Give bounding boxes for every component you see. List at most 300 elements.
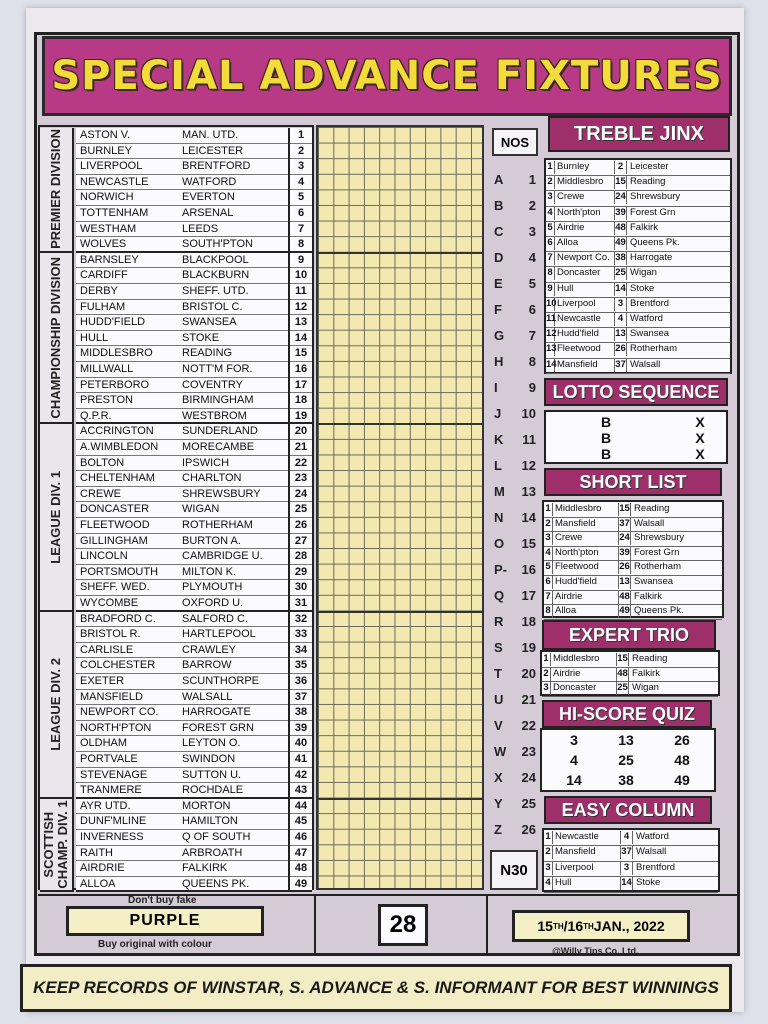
- fixture-number: 31: [288, 596, 312, 612]
- nos-letter: X: [494, 770, 503, 785]
- fixture-row: [76, 206, 312, 222]
- date-sup1: TH: [552, 921, 564, 931]
- division-label-text: PREMIER DIVISION: [48, 129, 63, 250]
- division-label-text: SCOTTISH CHAMP. DIV. 1: [41, 800, 70, 889]
- home-team: FLEETWOOD: [80, 519, 150, 531]
- home-team: PORTVALE: [80, 753, 138, 765]
- nos-letter: M: [494, 484, 505, 499]
- fixture-row: [76, 580, 312, 596]
- fixture-row: [76, 877, 312, 893]
- away-team: WESTBROM: [182, 409, 247, 422]
- fixture-number: 2: [288, 144, 312, 160]
- home-team: A.WIMBLEDON: [80, 441, 159, 453]
- fixture-row: [76, 814, 312, 830]
- division-label-text: CHAMPIONSHIP DIVISION: [48, 256, 63, 419]
- home-team: AIRDRIE: [80, 862, 125, 875]
- away-team: BRISTOL C.: [182, 300, 243, 313]
- team-a: Airdrie: [553, 667, 581, 679]
- home-team: NORWICH: [80, 191, 134, 204]
- list-row: [546, 176, 730, 191]
- date-day1: 15: [537, 918, 553, 934]
- home-team: SHEFF. WED.: [80, 581, 150, 594]
- away-team: OXFORD U.: [182, 597, 244, 609]
- away-team: NOTT'M FOR.: [182, 363, 253, 375]
- team-b: Stoke: [636, 877, 661, 889]
- nos-letter: Z: [494, 822, 502, 837]
- team-b: Brentford: [630, 297, 670, 309]
- nos-row: [486, 662, 540, 688]
- team-a: Burnley: [557, 161, 590, 172]
- list-row: [544, 503, 722, 518]
- nos-number: 3: [528, 224, 536, 239]
- nos-row: [486, 324, 540, 350]
- home-team: PRESTON: [80, 394, 133, 407]
- fixture-number: 1: [288, 128, 312, 144]
- row-index: 6: [546, 237, 555, 250]
- nos-row: [486, 740, 540, 766]
- away-team: LEYTON O.: [182, 737, 241, 750]
- fixture-number: 39: [288, 721, 312, 737]
- home-team: STEVENAGE: [80, 768, 148, 781]
- away-team: WATFORD: [182, 175, 237, 188]
- away-team: WIGAN: [182, 503, 220, 516]
- team-a: Mansfield: [555, 517, 596, 529]
- away-team: CRAWLEY: [182, 643, 236, 656]
- team-b: Reading: [630, 176, 666, 188]
- row-index: 9: [546, 283, 555, 296]
- fixture-number: 46: [288, 830, 312, 846]
- row-index: 5: [544, 561, 553, 574]
- fixture-row: [76, 534, 312, 550]
- nos-number: 2: [528, 198, 536, 213]
- fixture-number: 36: [288, 674, 312, 690]
- home-team: ACCRINGTON: [80, 425, 154, 438]
- home-team: HUDD'FIELD: [80, 316, 146, 329]
- fixture-number: 24: [288, 487, 312, 503]
- nos-row: [486, 766, 540, 792]
- nos-letter: I: [494, 380, 498, 395]
- fixture-number: 22: [288, 456, 312, 472]
- home-team: ALLOA: [80, 877, 116, 890]
- row-index: 2: [544, 846, 553, 859]
- fixture-row: [76, 471, 312, 487]
- row-index: 4: [544, 877, 553, 890]
- nos-row: [486, 298, 540, 324]
- nos-row: [486, 818, 540, 844]
- team-b-number: 25: [615, 267, 626, 279]
- row-index: 1: [544, 503, 553, 516]
- lotto-sequence-title: LOTTO SEQUENCE: [544, 378, 728, 406]
- fixture-row: [76, 768, 312, 784]
- quiz-number: 3: [570, 732, 578, 748]
- home-team: WESTHAM: [80, 222, 137, 235]
- team-a: Newcastle: [555, 831, 599, 842]
- lotto-b: B: [600, 430, 612, 446]
- division-label-text: LEAGUE DIV. 2: [48, 657, 63, 751]
- title-banner: [42, 36, 732, 116]
- fixture-row: [76, 518, 312, 534]
- fixture-number: 27: [288, 534, 312, 550]
- fake-notice: Don't buy fake: [128, 895, 197, 906]
- nos-row: [486, 688, 540, 714]
- fixture-row: [76, 346, 312, 362]
- fixture-row: [76, 268, 312, 284]
- nos-row: [486, 454, 540, 480]
- fixture-row: [76, 128, 312, 144]
- team-a: Crewe: [557, 191, 585, 203]
- team-b-number: 13: [619, 576, 630, 587]
- quiz-number: 48: [674, 752, 690, 768]
- away-team: BIRMINGHAM: [182, 394, 254, 407]
- short-list-title: SHORT LIST: [544, 468, 722, 496]
- fixture-row: [76, 643, 312, 659]
- date-sup2: TH: [583, 921, 594, 931]
- home-team: CHELTENHAM: [80, 472, 155, 485]
- team-a: Mansfield: [557, 358, 598, 370]
- fixture-number: 37: [288, 690, 312, 706]
- nos-letter: S: [494, 640, 503, 655]
- away-team: IPSWICH: [182, 456, 230, 469]
- fixture-number: 16: [288, 362, 312, 378]
- fixture-row: [76, 222, 312, 238]
- team-b: Swansea: [630, 328, 670, 340]
- row-index: 2: [546, 176, 555, 189]
- away-team: ARBROATH: [182, 846, 243, 859]
- nos-letter: F: [494, 302, 502, 317]
- issue-date: [512, 910, 690, 942]
- fixture-row: [76, 549, 312, 565]
- team-a: North'pton: [557, 206, 601, 218]
- team-a: Hull: [557, 282, 574, 294]
- team-b-number: 4: [614, 313, 627, 326]
- team-b-number: 3: [614, 298, 627, 311]
- team-b: Walsall: [634, 517, 665, 529]
- team-b-number: 24: [619, 532, 630, 544]
- row-index: 3: [544, 862, 553, 875]
- nos-number: 1: [528, 172, 536, 187]
- team-a: Fleetwood: [557, 343, 601, 355]
- home-team: BRADFORD C.: [80, 612, 156, 625]
- row-index: 1: [544, 831, 553, 844]
- fixture-number: 6: [288, 206, 312, 222]
- nos-letter: R: [494, 614, 504, 629]
- fixture-number: 17: [288, 378, 312, 394]
- fixture-row: [76, 752, 312, 768]
- team-a: Liverpool: [557, 297, 596, 309]
- nos-row: [486, 584, 540, 610]
- away-team: ROCHDALE: [182, 784, 244, 797]
- footer-banner: [20, 964, 732, 1012]
- fixture-number: 8: [288, 237, 312, 253]
- lotto-x: X: [695, 446, 705, 462]
- home-team: PORTSMOUTH: [80, 565, 159, 578]
- division-label-text: LEAGUE DIV. 1: [48, 470, 63, 564]
- away-team: FOREST GRN: [182, 721, 254, 734]
- row-index: 3: [542, 682, 551, 695]
- fixture-number: 7: [288, 222, 312, 238]
- division-label: [40, 424, 74, 611]
- nos-number: 19: [521, 640, 536, 655]
- home-team: RAITH: [80, 846, 113, 859]
- nos-header: NOS: [492, 128, 538, 156]
- row-index: 6: [544, 576, 553, 589]
- nos-letter: L: [494, 458, 502, 473]
- row-index: 3: [544, 532, 553, 545]
- away-team: COVENTRY: [182, 378, 243, 391]
- nos-row: [486, 506, 540, 532]
- row-index: 1: [546, 161, 555, 174]
- fixture-row: [76, 627, 312, 643]
- row-index: 11: [546, 313, 557, 324]
- grid-division-line: [316, 423, 484, 425]
- expert-trio-list: [540, 650, 720, 696]
- fixture-number: 23: [288, 471, 312, 487]
- team-a: North'pton: [555, 546, 599, 558]
- date-rest: JAN., 2022: [593, 918, 665, 934]
- team-b-number: 39: [619, 546, 630, 558]
- list-row: [542, 682, 718, 697]
- row-index: 5: [546, 222, 555, 235]
- home-team: CREWE: [80, 487, 121, 500]
- fixture-number: 32: [288, 612, 312, 628]
- fixture-row: [76, 393, 312, 409]
- fixture-row: [76, 456, 312, 472]
- page-title: SPECIAL ADVANCE FIXTURES: [51, 53, 723, 99]
- fixture-number: 29: [288, 565, 312, 581]
- list-row: [544, 846, 718, 861]
- fixture-number: 35: [288, 658, 312, 674]
- team-b-number: 13: [615, 328, 626, 340]
- list-row: [546, 328, 730, 343]
- list-row: [546, 191, 730, 206]
- fixture-number: 25: [288, 502, 312, 518]
- team-a: Hudd'field: [555, 576, 597, 587]
- team-b-number: 26: [619, 561, 630, 573]
- fixture-row: [76, 705, 312, 721]
- nos-letter: E: [494, 276, 503, 291]
- list-row: [542, 668, 718, 683]
- hi-score-quiz-grid: [540, 728, 716, 792]
- nos-letter: D: [494, 250, 504, 265]
- team-a: Mansfield: [555, 846, 596, 858]
- nos-row: [486, 532, 540, 558]
- team-b-number: 48: [617, 667, 628, 679]
- away-team: BRENTFORD: [182, 160, 251, 173]
- fixture-number: 33: [288, 627, 312, 643]
- list-row: [546, 252, 730, 267]
- short-list: [542, 500, 724, 618]
- home-team: NORTH'PTON: [80, 721, 152, 734]
- list-row: [544, 547, 722, 562]
- nos-letter: U: [494, 692, 504, 707]
- home-team: DONCASTER: [80, 503, 150, 516]
- fixture-row: [76, 331, 312, 347]
- row-index: 4: [546, 207, 555, 220]
- team-b: Falkirk: [632, 667, 660, 679]
- fixture-row: [76, 861, 312, 877]
- team-b-number: 39: [615, 206, 626, 218]
- lotto-x: X: [695, 414, 705, 430]
- home-team: CARDIFF: [80, 269, 128, 282]
- row-index: 14: [546, 358, 557, 370]
- fixture-row: [76, 440, 312, 456]
- quiz-number: 25: [618, 752, 634, 768]
- home-team: DUNF'MLINE: [80, 815, 147, 828]
- nos-number: 7: [528, 328, 536, 343]
- list-row: [544, 576, 722, 591]
- list-row: [546, 207, 730, 222]
- easy-column-list: [542, 828, 720, 892]
- treble-jinx-title: TREBLE JINX: [548, 116, 730, 152]
- nos-row: [486, 168, 540, 194]
- nos-letter: G: [494, 328, 505, 343]
- list-row: [544, 591, 722, 606]
- issue-number: 28: [378, 904, 428, 946]
- fixture-number: 9: [288, 253, 312, 269]
- fixture-number: 38: [288, 705, 312, 721]
- prediction-grid[interactable]: [316, 125, 484, 890]
- fixture-number: 19: [288, 409, 312, 425]
- team-b-number: 4: [620, 831, 633, 844]
- away-team: PLYMOUTH: [182, 581, 243, 594]
- nos-number: 22: [521, 718, 536, 733]
- nos-row: [486, 610, 540, 636]
- nos-footer: N30: [490, 850, 538, 890]
- away-team: BLACKBURN: [182, 269, 250, 282]
- home-team: MILLWALL: [80, 363, 134, 375]
- nos-letter: W: [494, 744, 507, 759]
- away-team: MORECAMBE: [182, 441, 255, 453]
- colour-box: PURPLE: [66, 906, 264, 936]
- away-team: SUTTON U.: [182, 768, 242, 781]
- team-b-number: 48: [615, 221, 626, 233]
- team-b: Leicester: [630, 161, 669, 172]
- row-index: 2: [544, 518, 553, 531]
- home-team: BRISTOL R.: [80, 628, 141, 641]
- team-a: Middlesbro: [557, 176, 604, 188]
- away-team: CHARLTON: [182, 472, 242, 485]
- row-index: 10: [546, 297, 557, 309]
- away-team: SUNDERLAND: [182, 425, 258, 438]
- fixture-row: [76, 612, 312, 628]
- fixture-number: 5: [288, 190, 312, 206]
- team-b: Reading: [632, 653, 668, 664]
- team-b-number: 26: [615, 343, 626, 355]
- home-team: BARNSLEY: [80, 253, 139, 266]
- team-b-number: 49: [619, 605, 630, 617]
- team-b: Harrogate: [630, 252, 673, 264]
- nos-number: 11: [522, 432, 536, 447]
- team-b-number: 2: [614, 161, 627, 174]
- row-index: 4: [544, 547, 553, 560]
- team-b: Reading: [634, 503, 670, 514]
- home-team: LIVERPOOL: [80, 160, 143, 173]
- away-team: ARSENAL: [182, 207, 234, 219]
- fixture-number: 49: [288, 877, 312, 893]
- team-b-number: 37: [615, 358, 626, 370]
- list-row: [546, 359, 730, 374]
- home-team: WOLVES: [80, 238, 127, 251]
- nos-row: [486, 194, 540, 220]
- fixture-number: 11: [288, 284, 312, 300]
- fixture-row: [76, 378, 312, 394]
- home-team: PETERBORO: [80, 378, 150, 391]
- nos-letter: H: [494, 354, 504, 369]
- fixture-number: 26: [288, 518, 312, 534]
- away-team: HARTLEPOOL: [182, 628, 256, 641]
- list-row: [546, 283, 730, 298]
- away-team: ROTHERHAM: [182, 519, 253, 531]
- nos-row: [486, 350, 540, 376]
- team-b: Walsall: [630, 358, 661, 370]
- fixture-number: 18: [288, 393, 312, 409]
- team-b: Swansea: [634, 576, 674, 587]
- home-team: MIDDLESBRO: [80, 347, 153, 360]
- team-b-number: 15: [617, 653, 628, 664]
- team-a: Fleetwood: [555, 561, 599, 573]
- fixture-row: [76, 736, 312, 752]
- fixture-number: 28: [288, 549, 312, 565]
- nos-row: [486, 792, 540, 818]
- quiz-number: 14: [566, 772, 582, 788]
- row-index: 7: [544, 591, 553, 604]
- lotto-x: X: [695, 430, 705, 446]
- away-team: STOKE: [182, 331, 220, 344]
- nos-number: 21: [521, 692, 536, 707]
- nos-letter: P-: [494, 562, 507, 577]
- away-team: WALSALL: [182, 690, 233, 703]
- home-team: NEWPORT CO.: [80, 706, 159, 719]
- list-row: [546, 237, 730, 252]
- team-a: Newport Co.: [557, 252, 610, 264]
- fixture-number: 41: [288, 752, 312, 768]
- fixture-row: [76, 565, 312, 581]
- list-row: [544, 561, 722, 576]
- home-team: WYCOMBE: [80, 597, 139, 609]
- quiz-number: 38: [618, 772, 634, 788]
- away-team: HAMILTON: [182, 815, 238, 828]
- away-team: MAN. UTD.: [182, 129, 239, 141]
- away-team: HARROGATE: [182, 706, 251, 719]
- nos-letter: A: [494, 172, 504, 187]
- fixture-number: 15: [288, 346, 312, 362]
- team-b: Rotherham: [630, 343, 677, 355]
- quiz-number: 26: [674, 732, 690, 748]
- quiz-number: 49: [674, 772, 690, 788]
- team-b: Falkirk: [634, 590, 662, 602]
- grid-division-line: [316, 611, 484, 613]
- nos-number: 5: [528, 276, 536, 291]
- team-a: Airdrie: [557, 221, 585, 233]
- list-row: [542, 653, 718, 668]
- division-label: [40, 799, 74, 893]
- team-a: Middlesbro: [553, 653, 600, 664]
- nos-letter: N: [494, 510, 504, 525]
- nos-number: 8: [528, 354, 536, 369]
- hi-score-quiz-title: HI-SCORE QUIZ: [542, 700, 712, 728]
- fixture-row: [76, 721, 312, 737]
- row-index: 13: [546, 343, 557, 355]
- fixture-number: 12: [288, 300, 312, 316]
- nos-letter: V: [494, 718, 503, 733]
- row-index: 12: [546, 328, 557, 340]
- lotto-sequence-grid: [544, 410, 728, 464]
- quiz-number: 4: [570, 752, 578, 768]
- fixture-row: [76, 362, 312, 378]
- nos-number: 17: [521, 588, 536, 603]
- nos-number: 23: [521, 744, 536, 759]
- row-index: 7: [546, 252, 555, 265]
